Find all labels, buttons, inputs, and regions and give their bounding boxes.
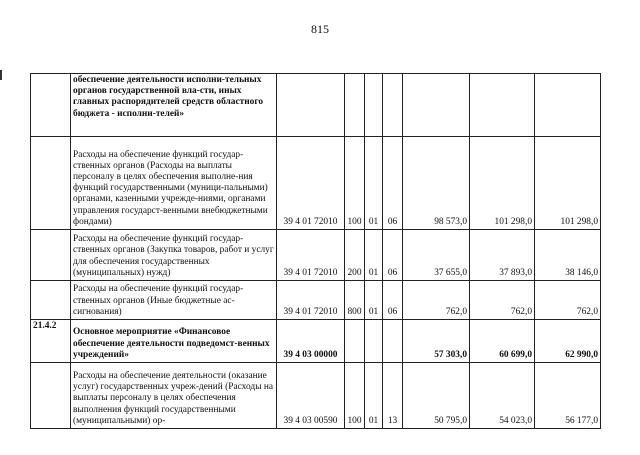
vr-cell: 100 [345,137,365,230]
page-number: 815 [311,22,329,36]
section-cell [31,281,71,320]
value-2-cell: 54 023,0 [470,363,535,429]
table-row [31,320,601,363]
pr-cell: 13 [383,363,403,429]
csr-cell [277,74,345,137]
csr-cell: 39 4 03 00590 [277,363,345,429]
description-cell: обеспечение деятельности исполни-тельных органов государственной вла-сти, иных главных распорядителей средств областного бюджета - исполни-телей» [71,74,277,137]
rz-cell: 01 [365,230,383,281]
value-2-cell: 101 298,0 [470,137,535,230]
page-edge-mark [0,70,2,80]
rz-cell: 01 [365,137,383,230]
description-cell: Расходы на обеспечение функций государ-ственных органов (Иные бюджетные ас-сигнования) [71,281,277,320]
description-cell: Расходы на обеспечение деятельности (оказание услуг) государственных учреж-дений (Расходы на выплаты персоналу в целях обеспечения выполнения функций государственными (муниципальными) ор- [71,363,277,429]
rz-cell [365,320,383,363]
pr-cell: 06 [383,137,403,230]
value-1-cell: 762,0 [403,281,470,320]
csr-cell: 39 4 01 72010 [277,230,345,281]
table-row [31,230,601,281]
description-cell: Основное мероприятие «Финансовое обеспечение деятельности подведомст-венных учреждений» [71,320,277,363]
rz-cell: 01 [365,281,383,320]
value-3-cell: 56 177,0 [535,363,601,429]
vr-cell [345,74,365,137]
value-2-cell: 60 699,0 [470,320,535,363]
vr-cell [345,320,365,363]
table-row [31,137,601,230]
section-cell [31,363,71,429]
vr-cell: 200 [345,230,365,281]
value-1-cell [403,74,470,137]
value-3-cell: 762,0 [535,281,601,320]
section-cell [31,230,71,281]
value-3-cell: 101 298,0 [535,137,601,230]
vr-cell: 800 [345,281,365,320]
description-cell: Расходы на обеспечение функций государ-ственных органов (Закупка товаров, работ и услуг для обеспечения государственных (муниципальных) нужд) [71,230,277,281]
value-3-cell: 62 990,0 [535,320,601,363]
csr-cell: 39 4 03 00000 [277,320,345,363]
rz-cell: 01 [365,363,383,429]
table-row [31,363,601,429]
table-row [31,281,601,320]
pr-cell: 06 [383,281,403,320]
section-cell: 21.4.2 [31,320,71,363]
vr-cell: 100 [345,363,365,429]
rz-cell [365,74,383,137]
value-1-cell: 50 795,0 [403,363,470,429]
table-row [31,74,601,137]
pr-cell [383,320,403,363]
value-2-cell: 37 893,0 [470,230,535,281]
value-3-cell [535,74,601,137]
value-1-cell: 57 303,0 [403,320,470,363]
value-1-cell: 98 573,0 [403,137,470,230]
description-cell: Расходы на обеспечение функций государ-ственных органов (Расходы на выплаты персоналу в целях обеспечения выполне-ния функций государственными (муници-пальными) органами, казенными учрежде-ниями, органами управления государст-венными внебюджетными фондами) [71,137,277,230]
pr-cell: 06 [383,230,403,281]
pr-cell [383,74,403,137]
value-2-cell [470,74,535,137]
csr-cell: 39 4 01 72010 [277,281,345,320]
value-2-cell: 762,0 [470,281,535,320]
section-cell [31,74,71,137]
value-3-cell: 38 146,0 [535,230,601,281]
value-1-cell: 37 655,0 [403,230,470,281]
section-cell [31,137,71,230]
csr-cell: 39 4 01 72010 [277,137,345,230]
budget-table [30,73,601,429]
